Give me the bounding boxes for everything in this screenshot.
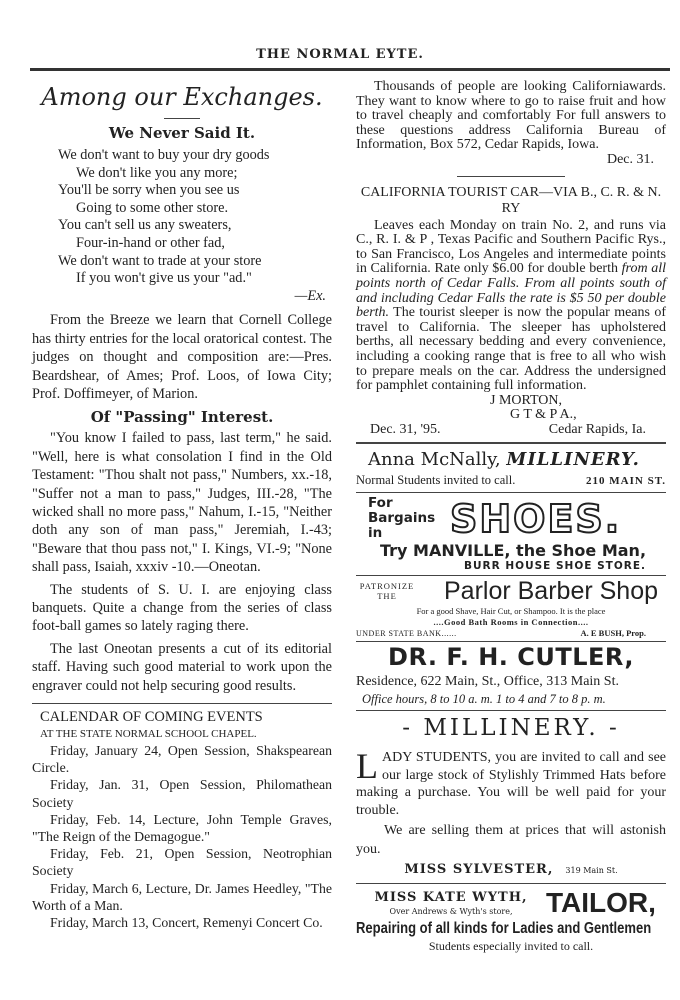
calendar-item: Friday, Feb. 14, Lecture, John Temple Graves, "The Reign of the Demagogue." [32, 811, 332, 845]
right-column [356, 80, 666, 954]
mcnally-invite: Normal Students invited to call. [356, 473, 516, 488]
calendar-subtitle: AT THE STATE NORMAL SCHOOL CHAPEL. [40, 728, 257, 741]
shoes-ad [356, 496, 666, 541]
barber-line1: For a good Shave, Hair Cut, or Shampoo. It is the place [416, 606, 606, 617]
calendar-item: Friday, March 6, Lecture, Dr. James Heedley, "The Worth of a Man. [32, 880, 332, 913]
divider [356, 492, 666, 493]
tourist-text: Leaves each Monday on train No. 2, and runs via C., R. I. & P , Texas Pacific and Southern Pacific Rys., to San Francisco, Los Angeles and intermediate points in California. Rate only $6.00 for double berth [356, 217, 666, 277]
barber-heading [356, 576, 666, 606]
lady-block [356, 746, 666, 819]
calendar-item: Friday, January 24, Open Session, Shakspearean Circle. [32, 743, 332, 776]
signer-title: G T & P A., [510, 407, 577, 423]
wyth-left [356, 889, 546, 917]
wyth-trade: TAILOR, [546, 887, 656, 919]
tourist-paragraph [356, 219, 666, 394]
shoes-lead: For Bargains in [368, 495, 436, 542]
poem-line: If you won't give us your "ad." [76, 270, 252, 287]
poem [32, 147, 332, 305]
exchanges-title: Among our Exchanges. [41, 83, 323, 111]
lady-paragraph: ADY STUDENTS, you are invited to call and see our large stock of Stylishly Trimmed Hats before making a purchase. You will be well paid for your trouble. [356, 750, 666, 818]
shoes-big: SHOES. [450, 496, 622, 541]
divider [356, 442, 666, 444]
selling-paragraph: We are selling them at prices that will astonish you. [356, 823, 666, 858]
calendar-item: Friday, Jan. 31, Open Session, Philomathean Society [32, 777, 332, 810]
divider [32, 703, 332, 704]
shoes-try: Try MANVILLE, the Shoe Man, [380, 541, 647, 561]
cutler-address: Residence, 622 Main, St., Office, 313 Main St. [356, 674, 619, 690]
passing-title: Of "Passing" Interest. [90, 408, 274, 427]
calendar-item: Friday, Feb. 21, Open Session, Neotrophian Society [32, 846, 332, 879]
wyth-repairing: Repairing of all kinds for Ladies and Gentlemen [356, 920, 652, 938]
wyth-invite: Students especially invited to call. [428, 939, 594, 954]
drop-cap: L [356, 746, 378, 787]
barber-line2: ....Good Bath Rooms in Connection.... [433, 617, 589, 628]
wyth-heading [356, 887, 666, 919]
masthead: THE NORMAL EYTE. [256, 47, 424, 62]
tourist-rates: from all points north of Cedar Falls. From all points south of and including Cedar Falls the rate is $5 50 per double berth. [356, 261, 666, 321]
divider [457, 176, 565, 177]
sui-paragraph: The students of S. U. I. are enjoying class banquets. Quite a change from the series of class foot-ball games so lately raging there. [32, 581, 332, 635]
sylvester-address: 319 Main St. [565, 866, 618, 876]
signature-row [356, 423, 666, 438]
barber-patronize: PATRONIZE THE [359, 581, 415, 602]
mcnally-name: Anna McNally, [368, 449, 501, 471]
poem-line: We don't want to trade at your store [58, 252, 262, 269]
passing-paragraph: "You know I failed to pass, last term," he said. "Well, here is what consolation I find in the Old Testament: "Thou shalt not pass," Numbers, xx.-18, "Suffer not a man to pass," Judges, III.-28, "The wicked shall no more pass," Nahum, I.-15, "Neither doth any son of man pass," Jeremiah, I.-43; "Beware that thou pass not," I. Kings, VI.-9; "None shall pass, Isaiah, xxxiv -10.—Oneotan. [32, 430, 332, 576]
shoes-store: BURR HOUSE SHOE STORE. [464, 560, 646, 573]
poem-line: Four-in-hand or other fad, [76, 234, 225, 251]
wyth-name: MISS KATE WYTH, [374, 890, 528, 906]
sign-date: Dec. 31, '95. [370, 421, 441, 437]
poem-line: We don't like you any more; [76, 164, 238, 181]
barber-location: UNDER STATE BANK...... [356, 629, 457, 639]
poem-line: You can't sell us any sweaters, [58, 217, 232, 234]
tourist-title: CALIFORNIA TOURIST CAR—VIA B., C. R. & N. RY [360, 184, 662, 216]
cutler-hours: Office hours, 8 to 10 a. m. 1 to 4 and 7 to 8 p. m. [362, 692, 606, 707]
signer: J MORTON, [490, 392, 563, 408]
poem-line: Going to some other store. [76, 199, 229, 216]
mcnally-address: 210 MAIN ST. [586, 475, 666, 488]
poem-credit: —Ex. [294, 287, 326, 304]
barber-footer [356, 628, 666, 639]
breeze-paragraph: From the Breeze we learn that Cornell College has thirty entries for the local oratorical contest. The judges on thought and composition are:—Pres. Beardshear, of Ames; Prof. Loos, of Iowa City; Prof. Doffimeyer, of Marion. [32, 312, 332, 402]
sylvester-ad [356, 863, 666, 879]
divider [356, 883, 666, 884]
mcnally-line [356, 472, 666, 489]
divider [164, 118, 200, 119]
california-text: Thousands of people are looking Californiawards. They want to know where to go to raise fruit and how to travel cheaply and comfortably For full answers to these questions address California Bureau of Information, Box 572, Cedar Rapids, Iowa. [356, 79, 666, 153]
left-column [32, 82, 332, 931]
barber-proprietor: A. E BUSH, Prop. [580, 628, 646, 639]
calendar-title: CALENDAR OF COMING EVENTS [40, 709, 263, 726]
header-rule [30, 68, 670, 71]
barber-name: Parlor Barber Shop [444, 577, 659, 606]
mcnally-ad [356, 448, 666, 472]
tourist-text: The tourist sleeper is now the popular means of travel to California. The sleeper has upholstered berths, all necessary bedding and every convenience, including a cooking range that is free to all who wish to prepare meals on the car. Address the undersigned for pamphlet containing full information. [356, 305, 666, 394]
poem-line: We don't want to buy your dry goods [58, 147, 270, 163]
sylvester-name: MISS SYLVESTER, [404, 862, 554, 878]
calendar-list [32, 742, 332, 931]
california-date: Dec. 31. [606, 151, 654, 167]
california-paragraph [356, 79, 666, 167]
millinery-title: - MILLINERY. - [402, 715, 620, 742]
calendar-item: Friday, March 13, Concert, Remenyi Concert Co. [50, 915, 323, 931]
poem-line: You'll be sorry when you see us [58, 182, 240, 199]
oneotan-paragraph: The last Oneotan presents a cut of its editorial staff. Having such good material to work upon the engraver could not help securing good results. [32, 640, 332, 694]
mcnally-trade: MILLINERY. [506, 449, 640, 471]
sign-place: Cedar Rapids, Ia. [548, 421, 646, 437]
cutler-name: DR. F. H. CUTLER, [388, 643, 634, 672]
poem-title: We Never Said It. [108, 124, 256, 142]
wyth-location: Over Andrews & Wyth's store, [389, 907, 513, 917]
